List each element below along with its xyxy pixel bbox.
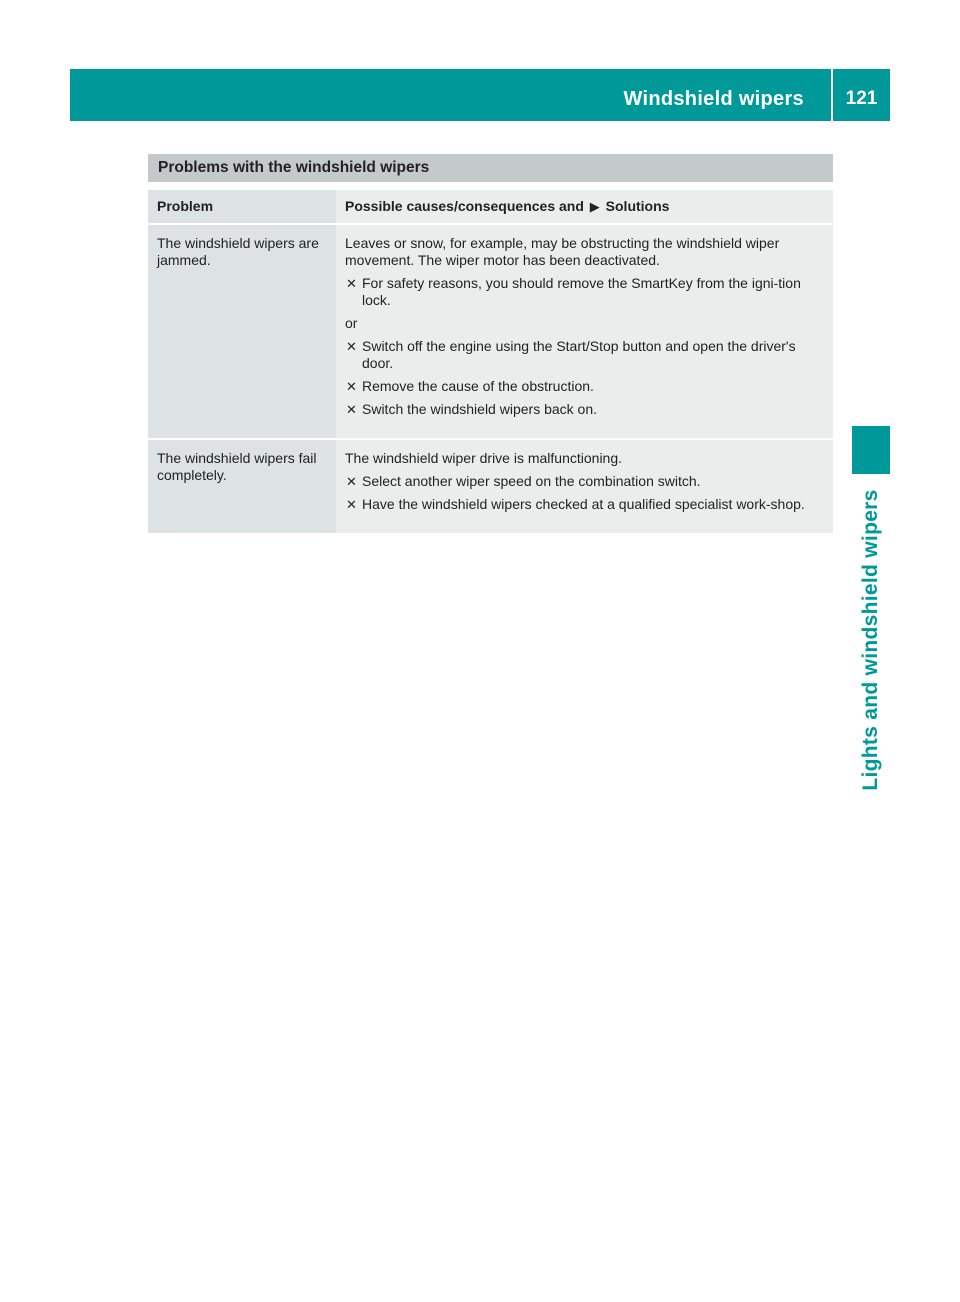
step-arrow-icon: ✕ <box>346 497 357 512</box>
step-text: Select another wiper speed on the combination switch. <box>362 473 701 489</box>
cause-text: Leaves or snow, for example, may be obstructing the windshield wiper movement. The wiper motor has been deactivated. <box>345 235 780 268</box>
step-text: Have the windshield wipers checked at a qualified specialist work-shop. <box>362 496 805 512</box>
step-text: Switch the windshield wipers back on. <box>362 401 598 417</box>
step-arrow-icon: ✕ <box>346 402 357 417</box>
step-text: Remove the cause of the obstruction. <box>362 378 594 394</box>
step-item <box>345 473 825 490</box>
table-row <box>148 224 833 438</box>
table-header-row <box>148 190 833 224</box>
problems-table <box>148 154 833 533</box>
causes-header-text: Possible causes/consequences and <box>345 198 584 214</box>
solution-cell <box>336 224 833 438</box>
solutions-header-text: Solutions <box>605 198 670 214</box>
section-title: Windshield wipers <box>623 88 804 110</box>
step-item <box>345 275 825 309</box>
step-arrow-icon: ✕ <box>346 379 357 394</box>
step-item <box>345 338 825 372</box>
problem-cell: The windshield wipers are jammed. <box>148 224 336 438</box>
step-item <box>345 496 825 513</box>
or-text: or <box>345 315 358 331</box>
solutions-column-header <box>336 190 833 224</box>
solution-cell <box>336 440 833 533</box>
step-arrow-icon: ✕ <box>346 339 357 354</box>
problem-cell: The windshield wipers fail completely. <box>148 440 336 533</box>
cause-text: The windshield wiper drive is malfunctioning. <box>345 450 623 466</box>
table-row <box>148 440 833 533</box>
step-item <box>345 378 825 395</box>
problem-column-header: Problem <box>148 190 336 224</box>
step-text: Switch off the engine using the Start/Stop button and open the driver's door. <box>362 338 796 371</box>
step-arrow-icon: ▶ <box>589 199 600 214</box>
page-number: 121 <box>845 88 878 109</box>
chapter-tab-marker <box>852 426 890 474</box>
step-arrow-icon: ✕ <box>346 474 357 489</box>
step-arrow-icon: ✕ <box>346 276 357 291</box>
table-title: Problems with the windshield wipers <box>148 154 833 182</box>
page-header <box>70 69 890 121</box>
step-text: For safety reasons, you should remove the SmartKey from the igni-tion lock. <box>362 275 801 308</box>
chapter-label: Lights and windshield wipers <box>859 489 882 791</box>
step-item <box>345 401 825 418</box>
